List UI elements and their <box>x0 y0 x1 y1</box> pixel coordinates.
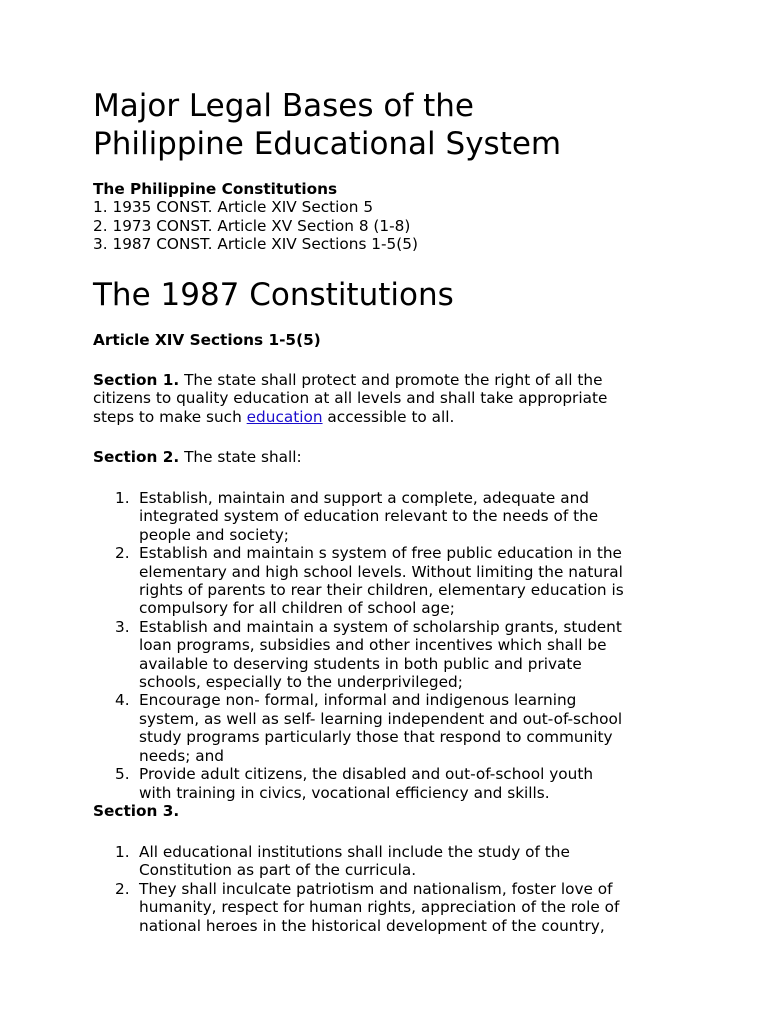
section-3-list <box>93 843 693 935</box>
list-number: 1. <box>115 843 130 861</box>
section-2-label: Section 2. <box>93 448 180 466</box>
heading-1987: The 1987 Constitutions <box>93 277 454 313</box>
list-number: 2. <box>115 879 130 898</box>
list-line: study programs particularly those that respond to community <box>139 728 613 747</box>
list-item <box>93 880 693 935</box>
article-heading: Article XIV Sections 1-5(5) <box>93 331 321 349</box>
section-3-label: Section 3. <box>93 802 180 820</box>
list-number: 5. <box>115 765 130 784</box>
list-item <box>93 843 693 880</box>
list-item <box>93 489 693 544</box>
section-1-text-1: The state shall protect and promote the right of all the <box>179 371 603 389</box>
list-number: 1. <box>115 489 130 507</box>
section-2-intro <box>93 448 302 466</box>
list-line: system, as well as self- learning independent and out-of-school <box>139 709 623 728</box>
list-item <box>93 691 693 765</box>
list-line: humanity, respect for human rights, appreciation of the role of <box>139 898 620 917</box>
list-line: schools, especially to the underprivileged; <box>139 673 463 692</box>
list-number: 2. <box>115 544 130 563</box>
section-1 <box>93 371 607 426</box>
list-line: loan programs, subsidies and other incentives which shall be <box>139 636 607 655</box>
section-2-list <box>93 489 693 802</box>
list-line: Establish and maintain a system of scholarship grants, student <box>139 617 622 636</box>
list-line: Provide adult citizens, the disabled and out-of-school youth <box>139 765 594 784</box>
list-line: people and society; <box>139 525 289 544</box>
list-line: They shall inculcate patriotism and nationalism, foster love of <box>139 879 613 898</box>
list-line: rights of parents to rear their children, elementary education is <box>139 581 624 600</box>
list-line: with training in civics, vocational efficiency and skills. <box>139 783 550 802</box>
section-1-line-3 <box>93 408 607 426</box>
constitution-item-3: 3. 1987 CONST. Article XIV Sections 1-5(5) <box>93 235 418 254</box>
list-line: available to deserving students in both public and private <box>139 654 582 673</box>
section-1-line-2: citizens to quality education at all levels and shall take appropriate <box>93 389 608 408</box>
list-line: All educational institutions shall include the study of the <box>139 843 570 861</box>
list-line: compulsory for all children of school age; <box>139 599 455 618</box>
list-line: Establish, maintain and support a complete, adequate and <box>139 489 589 507</box>
constitutions-heading: The Philippine Constitutions <box>93 180 338 198</box>
section-1-text-3b: accessible to all. <box>322 407 455 426</box>
list-line: needs; and <box>139 746 224 765</box>
list-line: Establish and maintain s system of free public education in the <box>139 544 622 563</box>
document-title <box>93 87 561 163</box>
education-link[interactable]: education <box>246 407 323 426</box>
section-1-label: Section 1. <box>93 371 180 389</box>
list-line: national heroes in the historical development of the country, <box>139 916 605 935</box>
list-number: 3. <box>115 617 130 636</box>
constitutions-block <box>93 180 418 254</box>
list-line: elementary and high school levels. Without limiting the natural <box>139 562 623 581</box>
title-line-1: Major Legal Bases of the <box>93 88 474 124</box>
constitution-item-1: 1. 1935 CONST. Article XIV Section 5 <box>93 198 374 217</box>
list-line: Encourage non- formal, informal and indigenous learning <box>139 691 577 710</box>
list-number: 4. <box>115 691 130 710</box>
list-line: integrated system of education relevant to the needs of the <box>139 507 599 526</box>
list-item <box>93 544 693 618</box>
section-1-line-1 <box>93 371 607 389</box>
list-item <box>93 765 693 802</box>
constitution-item-2: 2. 1973 CONST. Article XV Section 8 (1-8) <box>93 216 411 235</box>
section-1-text-3a: steps to make such <box>93 407 247 426</box>
section-2-intro-text: The state shall: <box>179 448 302 466</box>
list-item <box>93 618 693 692</box>
title-line-2: Philippine Educational System <box>93 126 562 162</box>
list-line: Constitution as part of the curricula. <box>139 861 417 880</box>
